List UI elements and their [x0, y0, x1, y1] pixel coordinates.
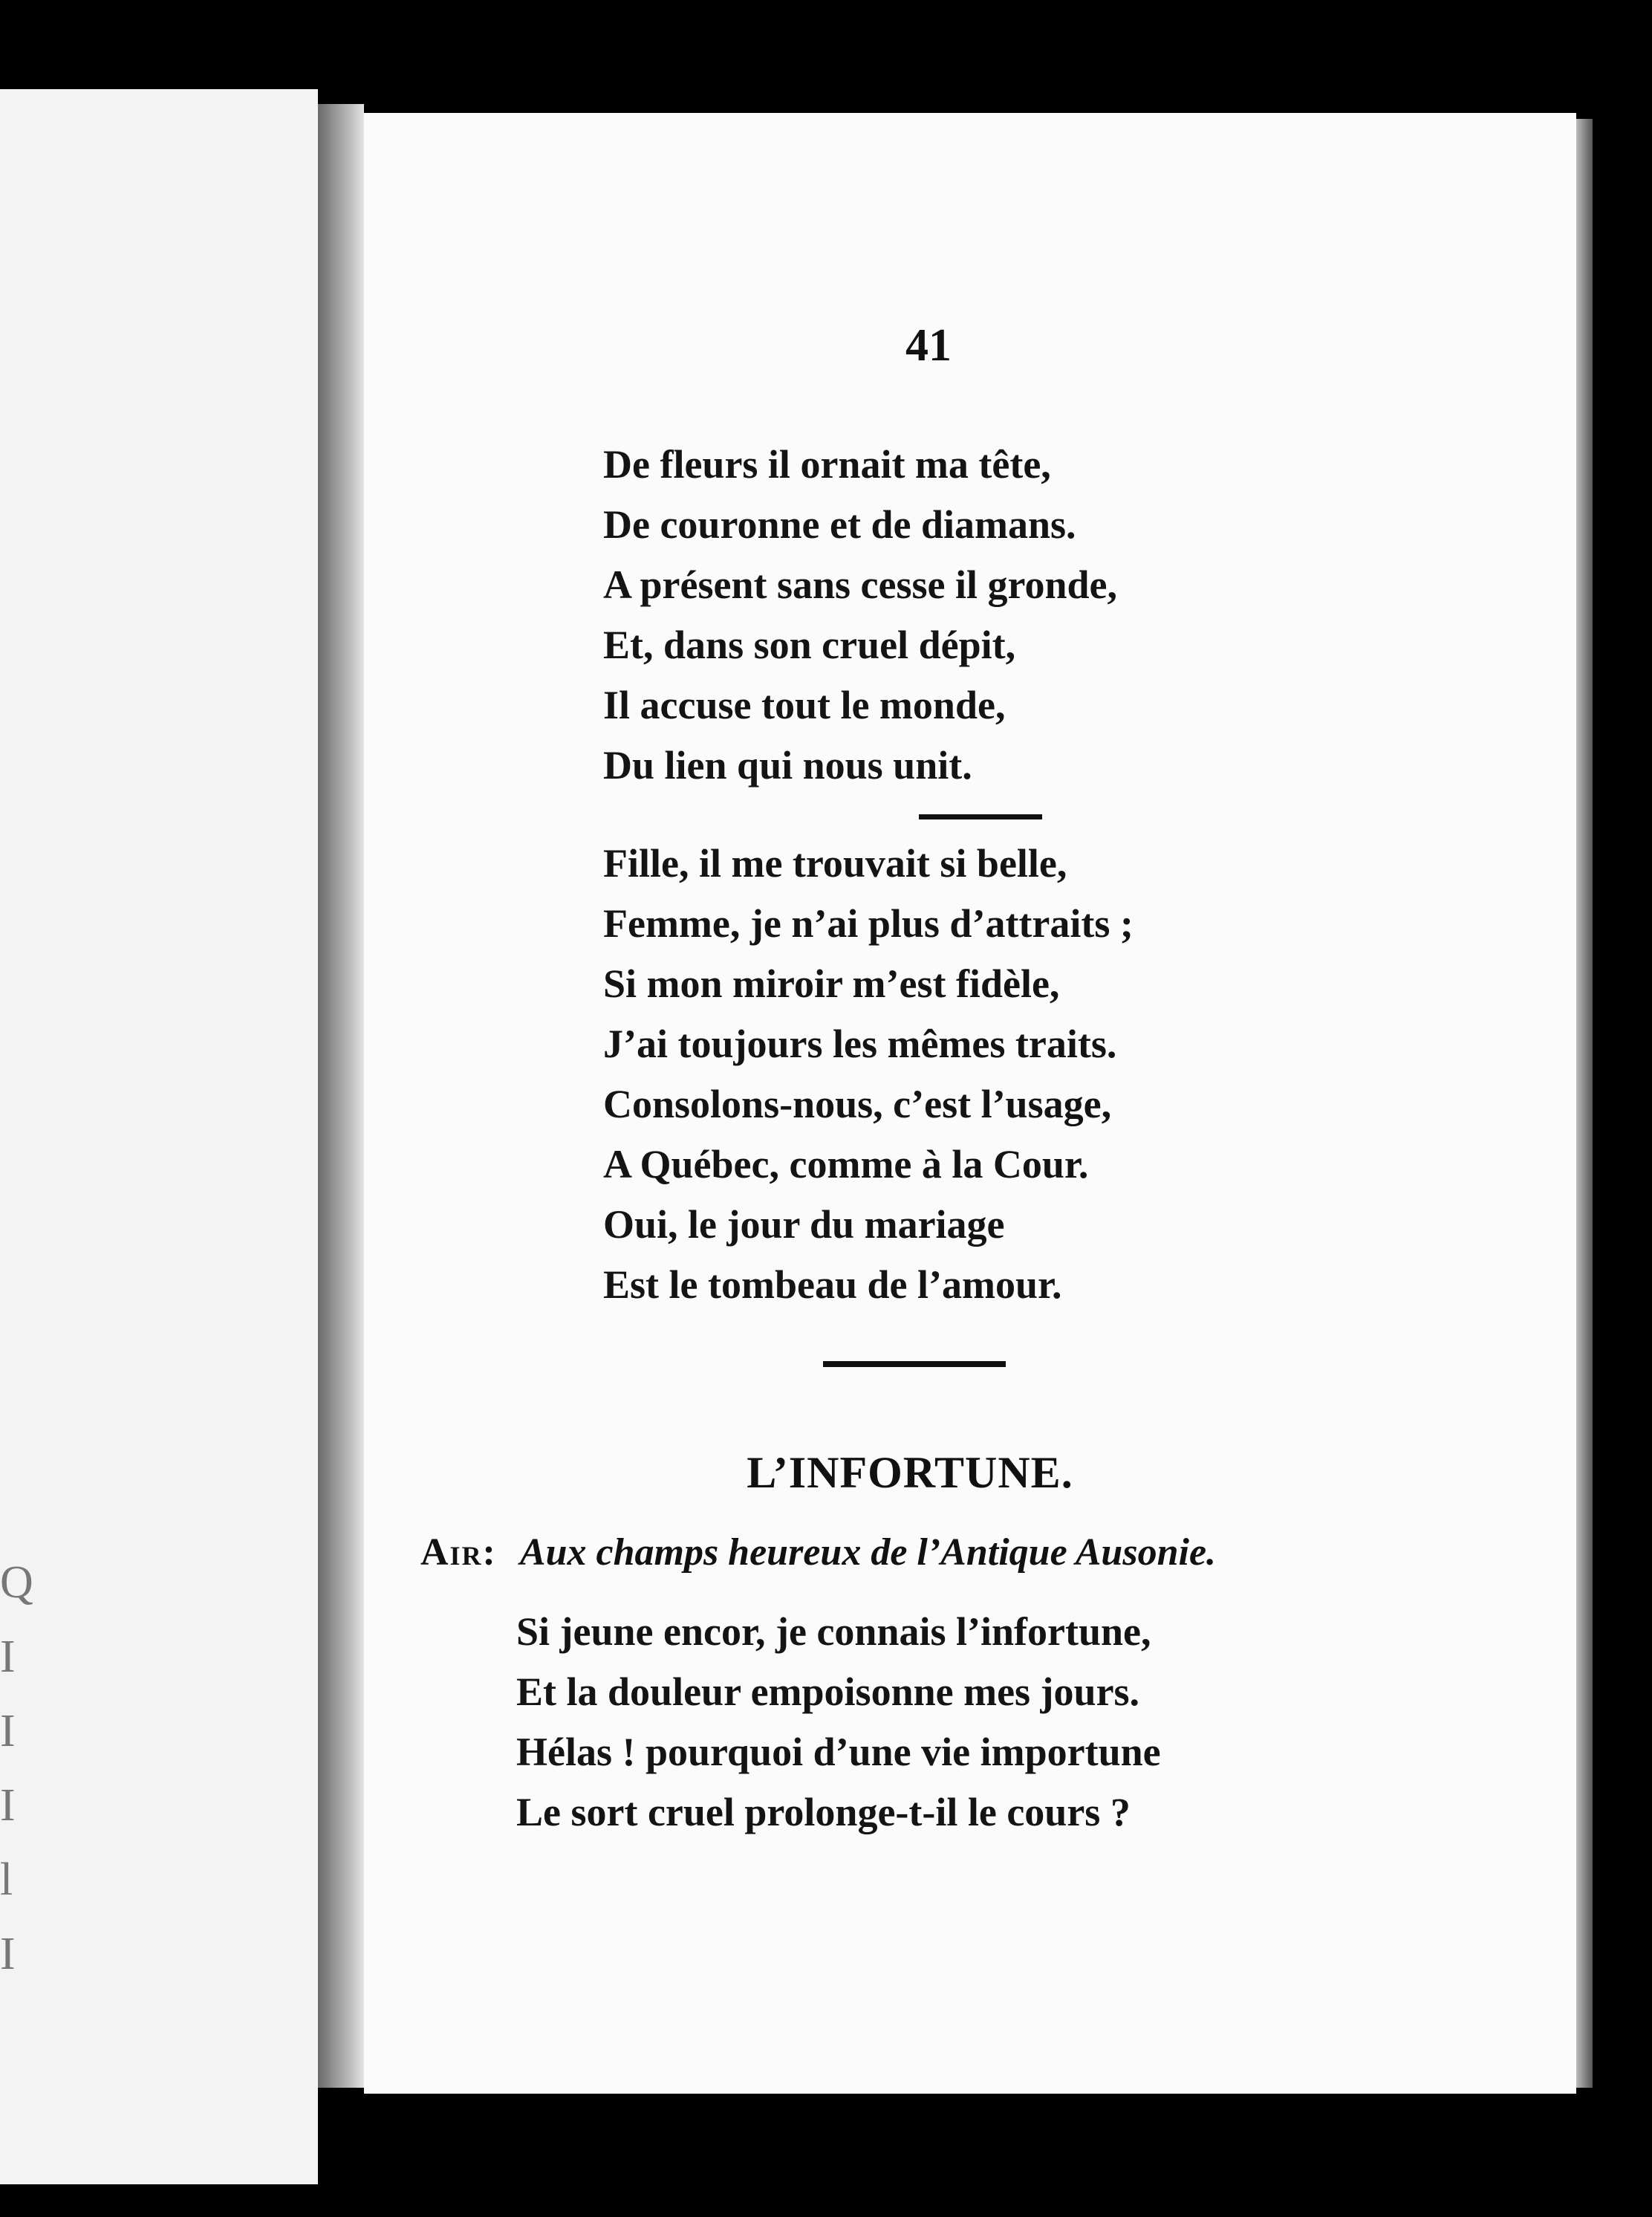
- margin-fragment: I: [0, 1706, 16, 1756]
- verse-line: Et la douleur empoisonne mes jours.: [516, 1669, 1140, 1714]
- section-separator-rule: [823, 1361, 1006, 1367]
- air-line: [420, 1531, 1460, 1574]
- air-label: Air:: [420, 1531, 497, 1574]
- margin-fragment: I: [0, 1780, 16, 1831]
- stanza-2: [603, 834, 1346, 1315]
- margin-fragment: I: [0, 1929, 16, 1979]
- verse-line: Oui, le jour du mariage: [603, 1202, 1005, 1247]
- verse-line: Il accuse tout le monde,: [603, 683, 1006, 727]
- stanza-3: [516, 1602, 1408, 1843]
- verse-line: Si jeune encor, je connais l’infortune,: [516, 1609, 1151, 1654]
- margin-fragment: I: [0, 1632, 16, 1682]
- verse-line: De couronne et de diamans.: [603, 502, 1076, 547]
- verse-line: Fille, il me trouvait si belle,: [603, 841, 1067, 886]
- stanza-1: [603, 435, 1346, 796]
- verse-line: Et, dans son cruel dépit,: [603, 623, 1016, 667]
- page-edge: [1576, 119, 1593, 2088]
- verse-line: Hélas ! pourquoi d’une vie importune: [516, 1730, 1161, 1774]
- verse-line: Si mon miroir m’est fidèle,: [603, 961, 1060, 1006]
- verse-line: Consolons-nous, c’est l’usage,: [603, 1082, 1112, 1126]
- verse-line: Du lien qui nous unit.: [603, 743, 972, 788]
- left-page: [0, 89, 318, 2184]
- stanza-separator-rule: [919, 814, 1042, 819]
- verse-line: Est le tombeau de l’amour.: [603, 1262, 1062, 1307]
- verse-line: Femme, je n’ai plus d’attraits ;: [603, 901, 1134, 946]
- verse-line: A présent sans cesse il gronde,: [603, 562, 1118, 607]
- page-number: 41: [905, 320, 952, 371]
- verse-line: J’ai toujours les mêmes traits.: [603, 1022, 1117, 1066]
- margin-fragment: l: [0, 1854, 13, 1905]
- book-gutter: [318, 104, 364, 2088]
- margin-fragment: Q: [0, 1557, 33, 1608]
- air-text: Aux champs heureux de l’Antique Ausonie.: [519, 1531, 1217, 1574]
- verse-line: Le sort cruel prolonge-t-il le cours ?: [516, 1790, 1131, 1834]
- verse-line: A Québec, comme à la Cour.: [603, 1142, 1089, 1187]
- left-margin-fragments: [0, 1545, 33, 1991]
- verse-line: De fleurs il ornait ma tête,: [603, 442, 1051, 487]
- song-title: L’INFORTUNE.: [747, 1448, 1073, 1497]
